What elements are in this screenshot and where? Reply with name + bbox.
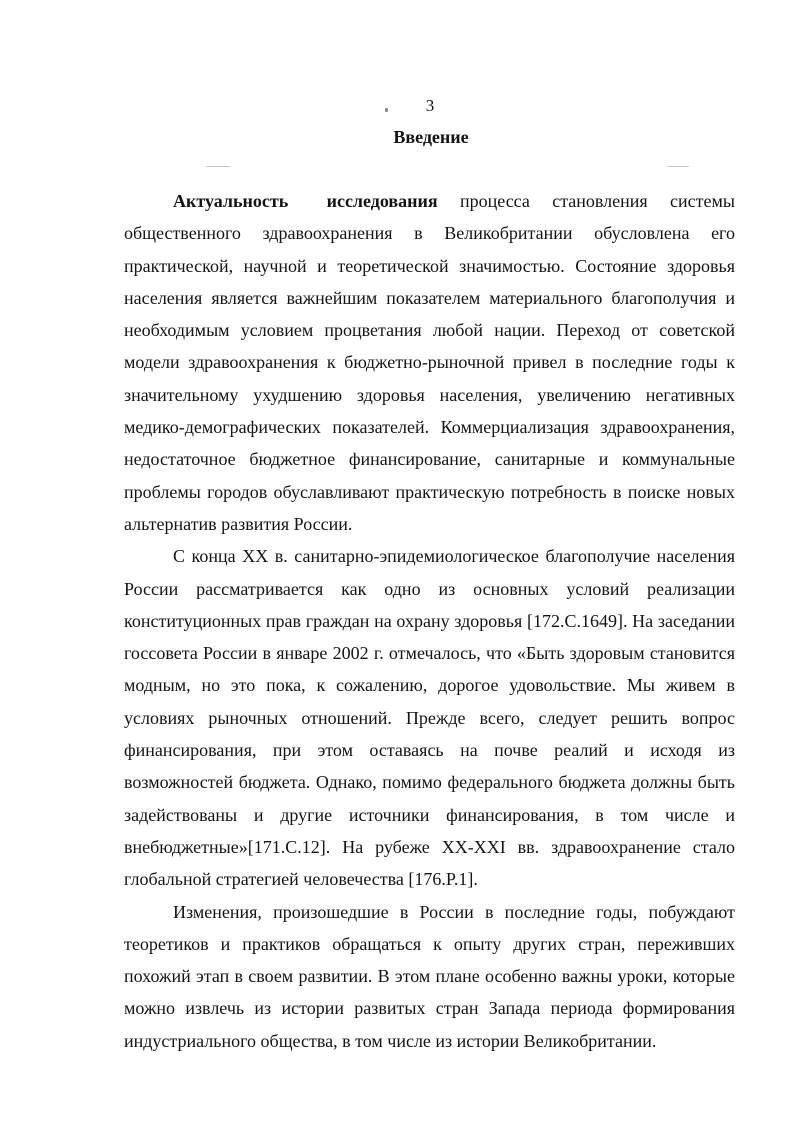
paragraph-lead-bold: Актуальность исследования — [173, 191, 438, 211]
body-text — [124, 185, 735, 1057]
paragraph-changes: Изменения, произошедшие в России в последние годы, побуждают теоретиков и практиков обращаться к опыту других стран, переживших похожий этап в своем развитии. В этом плане особенно важны уроки, которые можно извлечь из истории развитых стран Запада периода формирования индустриального общества, в том числе из истории Великобритании. — [124, 901, 735, 1051]
paragraph-text: процесса становления системы общественного здравоохранения в Великобритании обусловлена его практической, научной и теоретической значимостью. Состояние здоровья населения является важнейшим показателем материального благополучия и необходимым условием процветания любой нации. Переход от советской модели здравоохранения к бюджетно-рыночной привел в последние годы к значительному ухудшению здоровья населения, увеличению негативных медико-демографических показателей. Коммерциализация здравоохранения, недостаточное бюджетное финансирование, санитарные и коммунальные проблемы городов обуславливают практическую потребность в поиске новых альтернатив развития России. — [124, 191, 735, 534]
paragraph-relevance — [124, 185, 735, 540]
section-heading: Введение — [393, 127, 469, 147]
scan-speck — [206, 166, 230, 167]
scan-speck — [667, 166, 689, 167]
page-number: 3 — [425, 96, 435, 115]
paragraph-sanitary: С конца XX в. санитарно-эпидемиологическое благополучие населения России рассматривается как одно из основных условий реализации конституционных прав граждан на охрану здоровья [172.С.1649]. На заседании госсовета России в январе 2002 г. отмечалось, что «Быть здоровым становится модным, но это пока, к сожалению, дорогое удовольствие. Мы живем в условиях рыночных отношений. Прежде всего, следует решить вопрос финансирования, при этом оставаясь на почве реалий и исходя из возможностей бюджета. Однако, помимо федерального бюджета должны быть задействованы и другие источники финансирования, в том числе и внебюджетные»[171.С.12]. На рубеже XX-XXI вв. здравоохранение стало глобальной стратегией человечества [176.P.1]. — [124, 546, 735, 890]
